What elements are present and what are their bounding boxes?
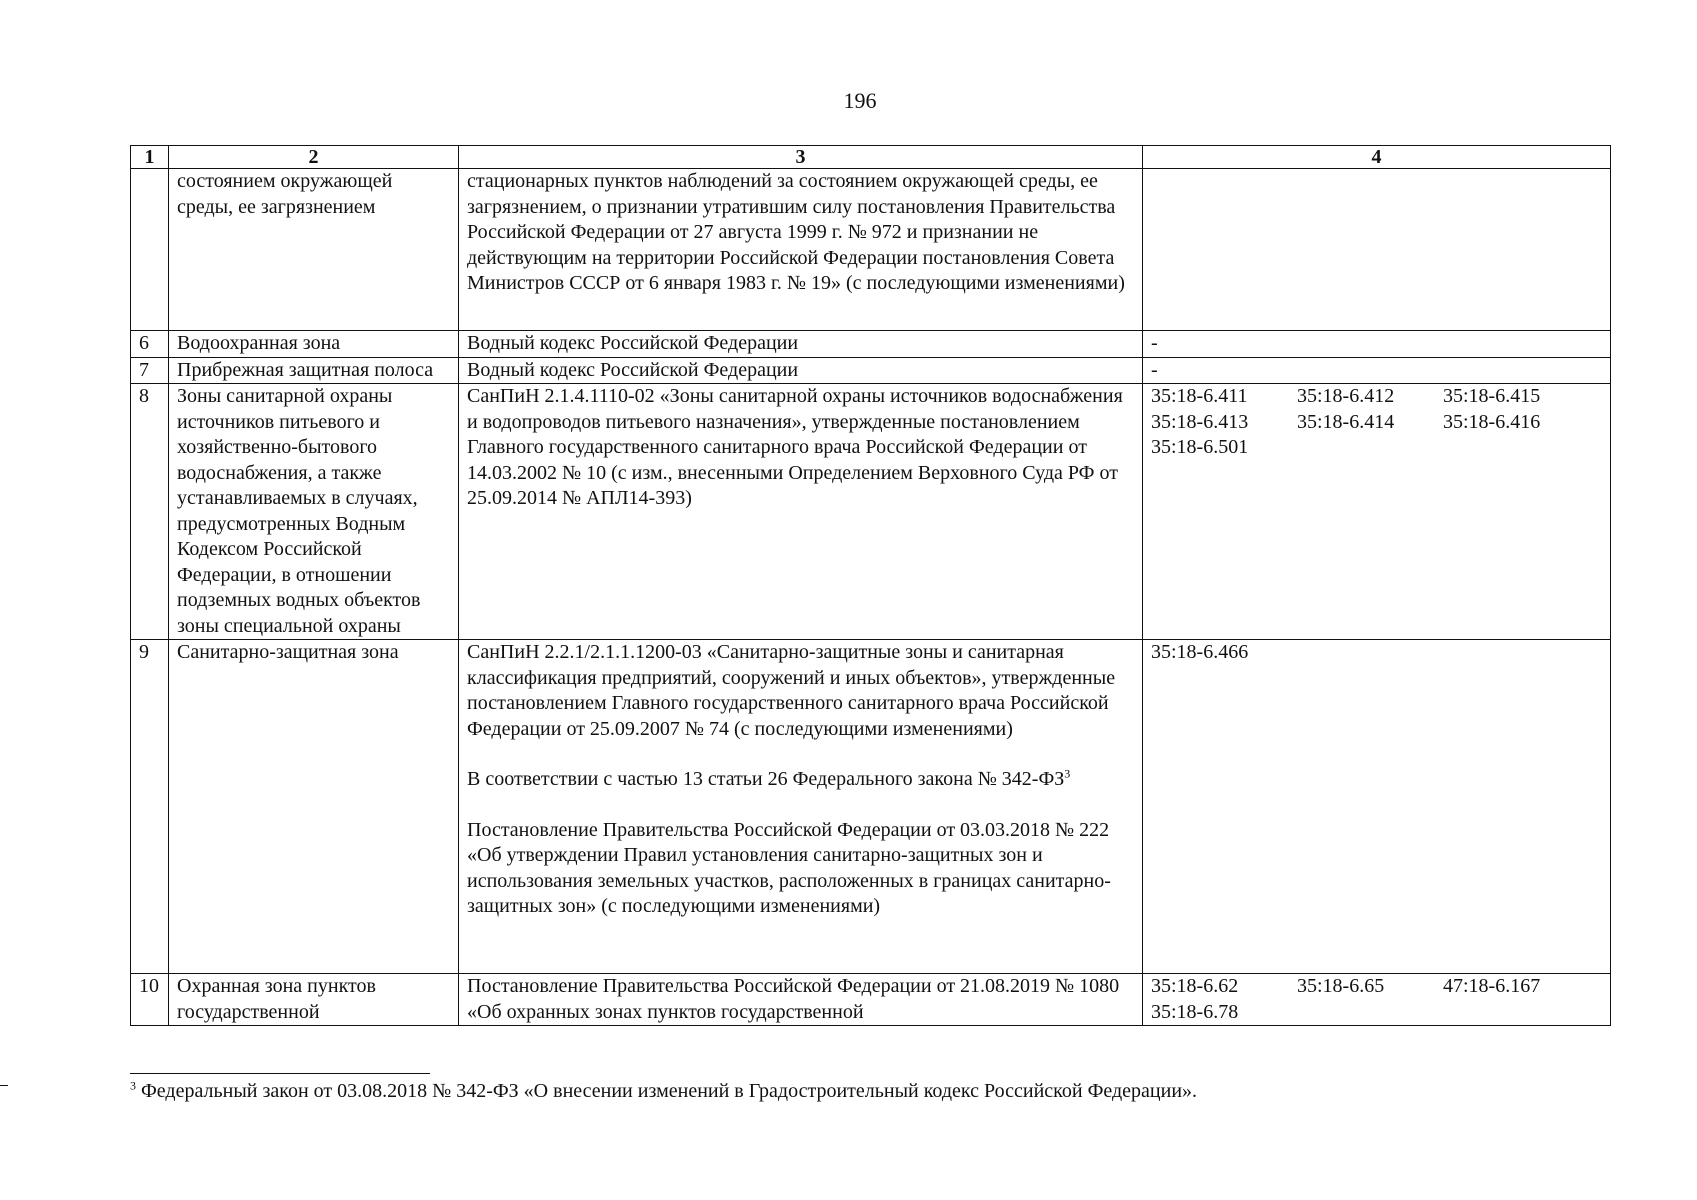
table-header-row xyxy=(131,146,1611,169)
row-number: 9 xyxy=(131,640,169,974)
zone-codes xyxy=(1143,974,1611,1026)
zone-code: 35:18-6.413 xyxy=(1151,410,1249,433)
legal-basis xyxy=(459,640,1143,974)
legal-basis xyxy=(459,357,1143,384)
table-row xyxy=(131,169,1611,331)
zone-code: - xyxy=(1151,358,1158,381)
basis-paragraph: Водный кодекс Российской Федерации xyxy=(467,358,799,381)
zone-code: 35:18-6.416 xyxy=(1443,410,1541,433)
zone-code: 35:18-6.78 xyxy=(1151,1000,1239,1023)
basis-paragraph-text: В соответствии с частью 13 статьи 26 Федерального закона № 342-ФЗ xyxy=(467,768,1065,790)
table-row xyxy=(131,331,1611,358)
zone-code: 35:18-6.415 xyxy=(1443,385,1541,407)
basis-paragraph xyxy=(467,767,1136,793)
footnote-text: Федеральный закон от 03.08.2018 № 342-ФЗ «О внесении изменений в Градостроительный кодекс Российской Федерации». xyxy=(141,1080,1198,1102)
table-row xyxy=(131,640,1611,974)
legal-basis xyxy=(459,169,1143,331)
legal-basis xyxy=(459,384,1143,640)
basis-paragraph: Постановление Правительства Российской Федерации от 03.03.2018 № 222 «Об утверждении Правил установления санитарно-защитных зон и использования земельных участков, расположенных в границах санитарно-защитных зон» (с последующими изменениями) xyxy=(467,818,1111,917)
zone-codes xyxy=(1143,357,1611,384)
zone-name: состоянием окружающей среды, ее загрязнением xyxy=(169,169,459,331)
basis-paragraph: СанПиН 2.1.4.1110-02 «Зоны санитарной охраны источников водоснабжения и водопроводов питьевого назначения», утвержденные постановлением Главного государственного санитарного врача Российской Федерации от 14.03.2002 № 10 (с изм., внесенными Определением Верховного Суда РФ от 25.09.2014 № АПЛ14-393) xyxy=(467,385,1123,509)
row-number: 6 xyxy=(131,331,169,358)
zone-name: Охранная зона пунктов государственной xyxy=(169,974,459,1026)
zone-name: Санитарно-защитная зона xyxy=(169,640,459,974)
table-row xyxy=(131,384,1611,640)
regulations-table xyxy=(130,145,1611,1026)
header-col-3: 3 xyxy=(459,146,1143,169)
table-row xyxy=(131,357,1611,384)
basis-paragraph: стационарных пунктов наблюдений за состоянием окружающей среды, ее загрязнением, о признании утратившим силу постановления Правительства Российской Федерации от 27 августа 1999 г. № 972 и признании не действующим на территории Российской Федерации постановления Совета Министров СССР от 6 января 1983 г. № 19» (с последующими изменениями) xyxy=(467,170,1125,294)
zone-code: 35:18-6.65 xyxy=(1297,975,1385,997)
zone-code: 35:18-6.411 xyxy=(1151,385,1248,407)
row-number: 7 xyxy=(131,357,169,384)
footnote-reference: 3 xyxy=(1064,766,1071,781)
zone-codes xyxy=(1143,384,1611,640)
header-col-2: 2 xyxy=(169,146,459,169)
margin-dash xyxy=(0,1085,8,1086)
row-number xyxy=(131,169,169,331)
basis-paragraph: СанПиН 2.2.1/2.1.1.1200-03 «Санитарно-защитные зоны и санитарная классификация предприятий, сооружений и иных объектов», утвержденные постановлением Главного государственного санитарного врача Российской Федерации от 25.09.2007 № 74 (с последующими изменениями) xyxy=(467,641,1116,740)
zone-code: 47:18-6.167 xyxy=(1443,975,1541,997)
zone-code: 35:18-6.414 xyxy=(1297,410,1395,433)
page-number: 196 xyxy=(843,88,877,113)
footnote-mark: 3 xyxy=(130,1078,136,1093)
zone-name: Зоны санитарной охраны источников питьевого и хозяйственно-бытового водоснабжения, а также устанавливаемых в случаях, предусмотренных Водным Кодексом Российской Федерации, в отношении подземных водных объектов зоны специальной охраны xyxy=(169,384,459,640)
row-number: 8 xyxy=(131,384,169,640)
footnote-separator xyxy=(130,1073,430,1074)
zone-code: 35:18-6.501 xyxy=(1151,436,1249,458)
zone-name: Прибрежная защитная полоса xyxy=(169,357,459,384)
zone-code: 35:18-6.412 xyxy=(1297,385,1395,407)
zone-code: 35:18-6.466 xyxy=(1151,641,1249,663)
basis-paragraph: Постановление Правительства Российской Федерации от 21.08.2019 № 1080 «Об охранных зонах пунктов государственной xyxy=(467,975,1120,1023)
row-number: 10 xyxy=(131,974,169,1026)
table-row xyxy=(131,974,1611,1026)
zone-code: 35:18-6.62 xyxy=(1151,975,1239,997)
header-col-1: 1 xyxy=(131,146,169,169)
zone-codes xyxy=(1143,640,1611,974)
legal-basis xyxy=(459,974,1143,1026)
zone-code: - xyxy=(1151,332,1158,354)
zone-name: Водоохранная зона xyxy=(169,331,459,358)
header-col-4: 4 xyxy=(1143,146,1611,169)
basis-paragraph: Водный кодекс Российской Федерации xyxy=(467,332,799,354)
zone-codes xyxy=(1143,331,1611,358)
footnote xyxy=(130,1080,1197,1103)
zone-codes xyxy=(1143,169,1611,331)
legal-basis xyxy=(459,331,1143,358)
